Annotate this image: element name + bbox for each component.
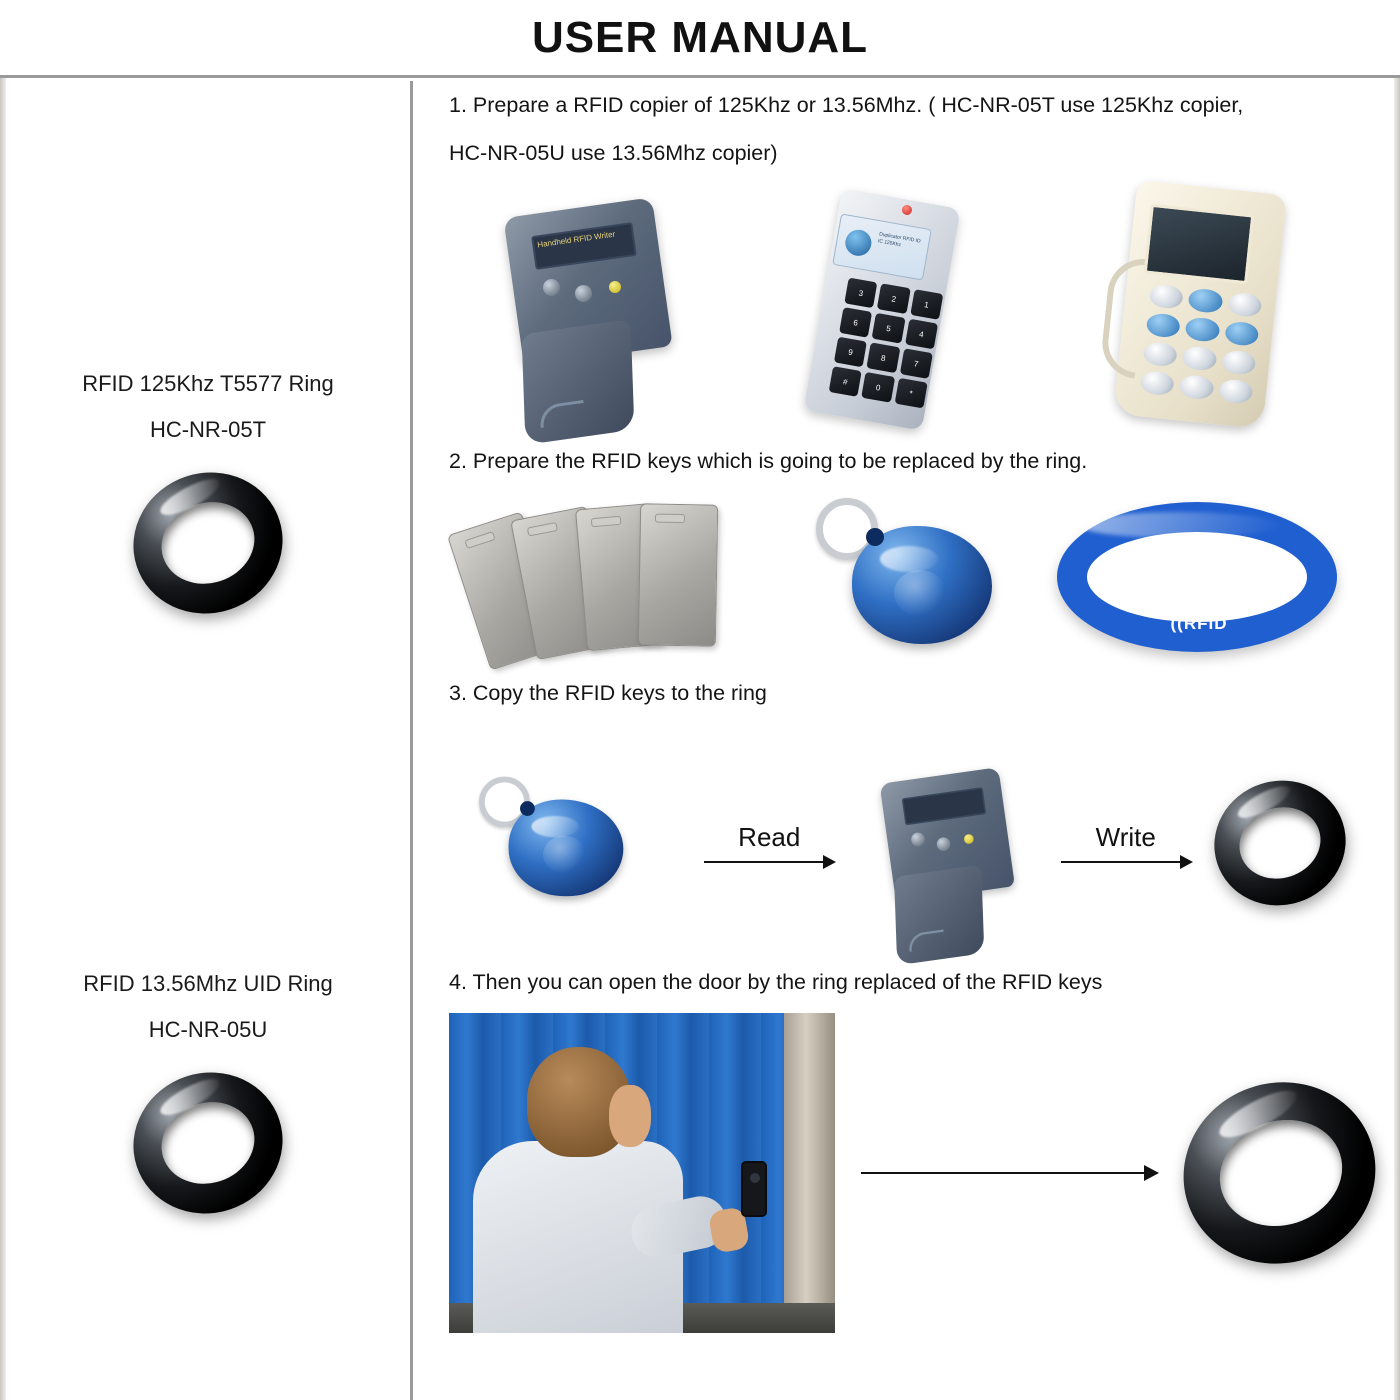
black-rfid-ring-icon: [1183, 1083, 1376, 1263]
step-2-figures: [431, 484, 1376, 670]
step-4-text: 4. Then you can open the door by the ring replaced of the RFID keys: [449, 970, 1103, 994]
step-3-flow: [431, 716, 1376, 959]
page-title: USER MANUAL: [531, 12, 869, 62]
duplicator-label-text: Duplicator RFID ID IC 125Khz: [876, 231, 921, 249]
blue-rfid-keyfob-icon: [461, 773, 641, 912]
step-1-figures: [431, 177, 1376, 438]
handheld-rfid-copier-blue-icon: [499, 207, 679, 432]
step-4-figures: [431, 1005, 1376, 1333]
product-block-1356mhz: [6, 961, 410, 1213]
product-image-125khz: [6, 473, 410, 613]
black-rfid-ring-icon: [133, 473, 283, 613]
rfid-duplicator-keypad-icon: [794, 197, 984, 432]
person-opening-blue-door-photo: [449, 1013, 835, 1333]
black-rfid-ring-icon: [133, 1073, 283, 1213]
door-to-ring-arrow: [861, 1172, 1158, 1174]
step-3-text: 3. Copy the RFID keys to the ring: [449, 681, 767, 705]
blue-rfid-keyfob-icon: [794, 494, 1014, 664]
product-block-125khz: [6, 361, 410, 613]
write-label: Write: [1095, 822, 1156, 852]
wristband-tag-text: ((RFID: [1170, 614, 1228, 633]
handheld-rfid-copier-blue-icon: [876, 775, 1020, 955]
step-1-text-line-2: HC-NR-05U use 13.56Mhz copier): [449, 141, 778, 165]
write-arrow: [1051, 822, 1201, 863]
instructions-panel: [413, 81, 1394, 1400]
thick-rfid-cards-fan-icon: [459, 494, 759, 664]
duplicator-keypad: 3 2 1 6 5 4 9 8 7 # 0 *: [828, 278, 943, 409]
door-reader-icon: [741, 1161, 767, 1217]
step-2-text: 2. Prepare the RFID keys which is going to be replaced by the ring.: [449, 449, 1088, 473]
rfid-color-screen-copier-beige-icon: [1099, 187, 1309, 432]
page-header: [0, 0, 1400, 78]
step-1-text-line-1: 1. Prepare a RFID copier of 125Khz or 13.56Mhz. ( HC-NR-05T use 125Khz copier,: [449, 93, 1244, 117]
product-model: HC-NR-05T: [149, 417, 267, 442]
product-panel: [6, 81, 410, 1400]
product-name: RFID 13.56Mhz UID Ring: [83, 971, 333, 996]
read-arrow: [694, 822, 844, 863]
page-right-edge: [1394, 0, 1400, 1400]
product-image-1356mhz: [6, 1073, 410, 1213]
black-rfid-ring-icon: [1214, 781, 1346, 905]
blue-rfid-wristband-icon: [1049, 494, 1349, 664]
product-name: RFID 125Khz T5577 Ring: [82, 371, 334, 396]
product-model: HC-NR-05U: [148, 1017, 268, 1042]
read-label: Read: [738, 822, 801, 852]
copier-screen-text: Handheld RFID Writer: [531, 222, 637, 270]
